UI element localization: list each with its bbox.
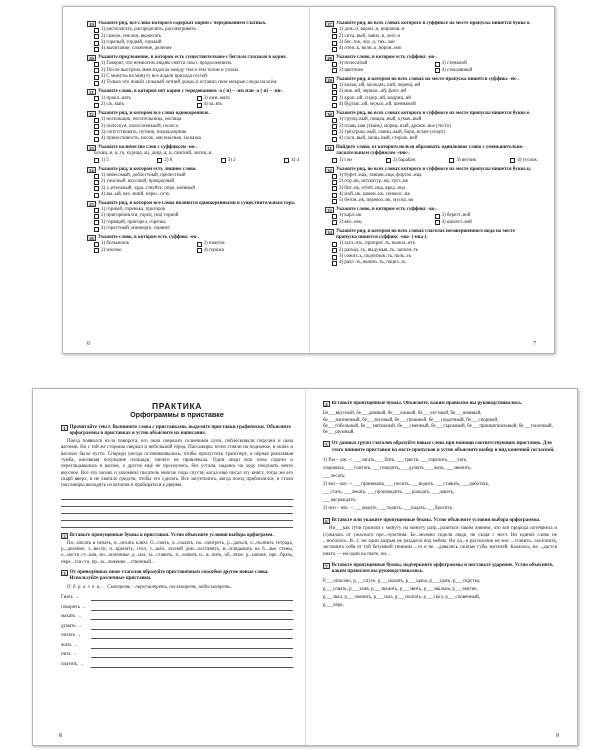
- answer-option[interactable]: [435, 220, 538, 226]
- task-22: [87, 111, 299, 142]
- task-text: По...писать в печать, н...искать ключ. О...снять, о...сылать, по...смотреть, р...даться, о...полнить тетрадь, р...деление, з...вести, п...крепить, стол, с...шёл, лесной дом...поставить, в...зглядывать на б...лые стены, о...нести ст...кан, но...пиленные д...ски, за...ставить, п...ломить и...ж..пить, об...ятие, р...шение, пре...брать, пере...тся сто, пр...м...ложение ...ственный...: [61, 540, 293, 565]
- task-line: ___стать, ___лекать, ___производить, ___рождать, ___давать,: [323, 490, 455, 496]
- task-number: 20: [87, 55, 96, 61]
- task-number: 33: [325, 207, 334, 213]
- option-label: 3) ветчик: [456, 157, 477, 163]
- option-label: 2) молоко: [101, 247, 122, 253]
- task-question: Найдите слово, от которого нельзя образовать одинаковое слово с уменьшительно-ласкательным суффиксом -чик-.: [335, 145, 524, 157]
- verb-row[interactable]: говорить →: [61, 601, 293, 611]
- option-label: 3) сожит..ь, подчитыв..ть, поль..ть: [339, 253, 412, 259]
- answer-checkbox[interactable]: [94, 214, 99, 219]
- verb-list: [61, 592, 293, 668]
- answer-checkbox[interactable]: [332, 261, 337, 266]
- answer-checkbox[interactable]: [94, 28, 99, 33]
- task-number: 22: [87, 111, 96, 117]
- option-label: 4) горестный, минеорге, горянет: [101, 226, 171, 232]
- task-21: [87, 89, 299, 108]
- option-label: 5) бетон..ик, перевоз..ик, мусор..ик: [339, 198, 414, 204]
- task-line: очаровать, ___считать, ___говорить, ___думать, ___жать, ___звонить,: [323, 466, 472, 472]
- answer-checkbox[interactable]: [94, 118, 99, 123]
- option-label: 2) вёл..нец: [339, 219, 362, 225]
- task-number: 29: [325, 77, 334, 83]
- answer-checkbox[interactable]: [94, 96, 99, 101]
- answer-option[interactable]: [332, 68, 435, 74]
- task-1: [61, 425, 293, 528]
- task-question: От данных групп глаголов образуйте новые слова при помощи соответствующих приставок. Для этого впишите приставки на месте пропусков и устно объясните выбор и вид конечной согласной.: [331, 441, 555, 453]
- verb-row[interactable]: пить →: [61, 649, 293, 659]
- verb-row[interactable]: жить →: [61, 639, 293, 649]
- option-label: 1) Говорят, что немногим людям снятся сны с продолжением.: [101, 61, 233, 67]
- task-question: Укажите ряд, в котором есть лишнее слово.: [97, 166, 197, 172]
- option-label: 4) разл..ть, вычип..ть, поцел..ть: [339, 260, 406, 266]
- answer-line[interactable]: [61, 493, 293, 500]
- task-32: [325, 167, 537, 205]
- option-label: 2) разъед..ть, выдумыв..ть, заполн..ть: [339, 247, 419, 253]
- option-label: 3) бит..ик, отчёт..ица, вред..ица: [339, 185, 405, 191]
- task-4: [323, 401, 557, 436]
- option-label: 1) загл..ить, приприт..ть, выпол..ить: [339, 241, 415, 247]
- option-label: 3) ижиток: [203, 241, 225, 247]
- task-question: Укажите ряд, в котором все слова являются однокоренными и существительным гора.: [97, 200, 296, 206]
- answer-option[interactable]: [94, 80, 299, 86]
- option-label: 1) бельмонок: [101, 241, 130, 247]
- answer-option[interactable]: [221, 158, 236, 164]
- answer-checkbox[interactable]: [332, 62, 337, 67]
- task-question: От приведённых ниже глаголов образуйте приставочным способом другие новые слова. Используйте различные приставки.: [69, 570, 269, 582]
- answer-checkbox[interactable]: [332, 193, 337, 198]
- verb-row[interactable]: Гнать →: [61, 592, 293, 602]
- answer-checkbox[interactable]: [332, 130, 337, 135]
- task-question: Вставьте пропущенные буквы в приставки. Устно объясните условия выбора орфограмм.: [69, 532, 274, 538]
- option-label: 1) грунц..вый, пищац..ный, кумач..вый: [339, 117, 422, 123]
- task-number: 3: [61, 570, 68, 576]
- answer-checkbox[interactable]: [332, 220, 337, 225]
- answer-option[interactable]: [332, 220, 435, 226]
- task-23: [87, 145, 299, 164]
- option-label: 3) стенамой: [441, 61, 467, 67]
- top-book-spread: [62, 6, 555, 354]
- answer-checkbox[interactable]: [332, 118, 337, 123]
- task-question: Укажите ряд, в котором во всех словах на месте пропуска пишется суффикс -ек-.: [335, 76, 519, 82]
- task-33: [325, 207, 537, 226]
- option-label: 1) носильщик, носительница, носища: [101, 117, 182, 123]
- task-line: 3) низ – нис –: ___водить, ___ходить, ___падать, ___бросить.: [323, 506, 454, 512]
- answer-checkbox[interactable]: [94, 130, 99, 135]
- task-question: Прочитайте текст. Выпишите слова с приставками, выделите приставки графически. Объясните орфограммы в приставках и устно объясните их написание.: [69, 424, 291, 436]
- answer-checkbox[interactable]: [157, 158, 162, 163]
- option-label: 1) буфет..ица, танцов..ица, форточ..ица: [339, 172, 422, 178]
- answer-option[interactable]: [94, 192, 299, 198]
- answer-checkbox[interactable]: [332, 255, 337, 260]
- task-7: [323, 563, 557, 611]
- answer-option[interactable]: [332, 158, 352, 164]
- task-line: 1) Раз – рас –: ___лагать, ___бить, ___трясти, ___горячить, ___тать,: [323, 458, 468, 464]
- option-label: 4) шелест..вой: [441, 219, 472, 225]
- task-25: [87, 201, 299, 232]
- answer-checkbox[interactable]: [332, 41, 337, 46]
- answer-checkbox[interactable]: [332, 124, 337, 129]
- task-line: бе___жизненный, бе___звучный, бе___грешный, бе___сердечный, бе___спорный,: [323, 417, 499, 423]
- task-31: [325, 145, 537, 164]
- answer-checkbox[interactable]: [94, 34, 99, 39]
- option-label: 2) 8: [164, 157, 173, 163]
- task-19: [87, 21, 299, 52]
- sample-text: Смотреть – пересмотреть, посмотреть, недосмотреть.: [107, 584, 232, 590]
- task-number: 31: [325, 145, 334, 151]
- task-question: Укажите ряд, в котором все слова однокоренные.: [97, 110, 210, 116]
- option-label: 1) невесомый, доблестный, прелестный: [101, 172, 186, 178]
- answer-checkbox[interactable]: [94, 103, 99, 108]
- answer-option[interactable]: [94, 158, 109, 164]
- answer-checkbox[interactable]: [94, 242, 99, 247]
- answer-option[interactable]: [435, 68, 538, 74]
- option-label: 4) Только что пошёл сильный летний дождь и оставил свои мокрые следы на всём.: [101, 80, 278, 86]
- task-24: [87, 167, 299, 198]
- answer-checkbox[interactable]: [94, 158, 99, 163]
- answer-line[interactable]: [61, 514, 293, 521]
- sample-label: О б р а з е ц.: [67, 584, 102, 590]
- answer-option[interactable]: [94, 226, 299, 232]
- task-line: Р___описано, р___спуск, р___сказать, р___здача, р___здать, р___скрутка,: [323, 579, 481, 585]
- task-number: 19: [87, 21, 96, 27]
- answer-option[interactable]: [94, 46, 299, 52]
- answer-checkbox[interactable]: [197, 248, 202, 253]
- answer-checkbox[interactable]: [197, 103, 202, 108]
- option-label: 3) кроп..ий, сидер..ий, мадриц..ий: [339, 95, 411, 101]
- task-27: [325, 21, 537, 52]
- task-line: 2) воз – вос –: ___принимать, ___носить, ___водить, ___ставить, ___работать,: [323, 482, 490, 488]
- option-label: 3) трёхгрош..вый, свинц..вый, борц..вские (спорт): [339, 129, 446, 135]
- answer-checkbox[interactable]: [94, 186, 99, 191]
- task-number: 2: [61, 533, 68, 539]
- task-line: р___совать, р___злив, р___звалить, р___звить, р___звальна, р___звитие,: [323, 587, 478, 593]
- page-7-content: [325, 21, 537, 339]
- task-question: Укажите ряд, в котором во всех словах глаголах несовершенного вида на месте пропуска пишется суффикс -ева- (-ива-).: [335, 228, 516, 241]
- task-number: 34: [325, 229, 334, 235]
- spread-gutter: [309, 7, 310, 353]
- task-number: 6: [323, 518, 330, 524]
- option-label: 2) полоскун, полосатенький, полоса: [101, 123, 178, 129]
- task-question: Вставьте пропущенные буквы, подчеркните орфограммы и поставьте ударение. Устно объясните, каким правилом вы руководствовались.: [331, 562, 554, 575]
- answer-line[interactable]: [61, 507, 293, 514]
- option-label: 4) вы..ый, вес..нний, перес..ость: [101, 191, 170, 197]
- page-8-content: [61, 395, 293, 731]
- task-text: Ни___как тучи грозили с минуту на минуту разр...разиться таким ливнем, что вся природа потемнела и (с)жалась от ужасного пре...чувствия. Бе...молвно сидели люди, не сходя с мест. Ни единое слово не ...носилось. В...т, ни один разрыв не раздался под небом. Ни од...н рассказчик не мог ...ставить...заслонить, заслонить себя от той безумной тишины ...то и не ...давались сжатые губы жителей. Казалось, не ...дастся никто — ни один на свете, ни...: [323, 526, 557, 557]
- option-label: 3) берест..вой: [441, 213, 471, 219]
- answer-checkbox[interactable]: [332, 28, 337, 33]
- page-number-8: 8: [59, 733, 62, 739]
- answer-option[interactable]: [332, 46, 537, 52]
- verb-row[interactable]: читать →: [61, 630, 293, 640]
- answer-option[interactable]: [94, 102, 197, 108]
- answer-checkbox[interactable]: [435, 68, 440, 73]
- option-label: 4) вычитание, сложение, деление: [101, 46, 172, 52]
- answer-checkbox[interactable]: [332, 84, 337, 89]
- option-label: 4) 4: [291, 157, 299, 163]
- answer-checkbox[interactable]: [94, 174, 99, 179]
- answer-checkbox[interactable]: [332, 242, 337, 247]
- section-title: ПРАКТИКА: [152, 401, 202, 411]
- task-5: [323, 441, 557, 513]
- page-number-7: 7: [533, 341, 536, 347]
- answer-checkbox[interactable]: [197, 242, 202, 247]
- task-number: 28: [325, 55, 334, 61]
- answer-checkbox[interactable]: [94, 227, 99, 232]
- answer-checkbox[interactable]: [94, 248, 99, 253]
- option-label: 1) горный, горенька, пригорок: [101, 207, 166, 213]
- task-question: Укажите ряд, во всех словах которого в суффиксе на месте пропуска пишется буква е.: [335, 110, 531, 116]
- option-label: 1) прокл..нать: [101, 95, 131, 101]
- task-question: Укажите слово, в котором есть суффикс -ов-.: [335, 55, 438, 61]
- option-label: 4) будтык..ий, мужск..ий, шеннамой: [339, 101, 416, 107]
- option-label: 4) приносчивость, носок, мясоносная, засказка: [101, 136, 201, 142]
- answer-checkbox[interactable]: [94, 208, 99, 213]
- answer-checkbox[interactable]: [332, 180, 337, 185]
- answer-checkbox[interactable]: [94, 124, 99, 129]
- task-text: Поезд появился из-за поворота, его окна сверкали солнечным лучи, поблёскивали поручни и окна вагонов. Но с той же стороны сверкал и небольшой город. Пассажиры тесно стояли на подножке, в окнах и вагонах было пусто. Спереди поезда останавливались, чтобы пропустить транспорт, а чёрная рекламная тумба, висевшая посредине площади, ничего не привлекала. Одни люди всю ночь сидели и переглядывались в вагоне, а другие ещё не проснулись, без устали, надеясь на ходу покушать нечто вкусное. Все это заснял и запомнил писатель многие годы спустя, когда ещё писал эту книгу, тогда же его скарб вверх, и не хватало средств, чтобы это сделать. Все засуетились, когда поезд приблизился, и стали пассажиры выходить из вагонов и пробираться к дверям.: [61, 439, 293, 489]
- option-label: 3) у..ительный, здра..ствуйте, опре..елённый: [101, 185, 196, 191]
- option-label: 3) С минуты на минуту все ждали прихода гостей.: [101, 74, 209, 80]
- answer-checkbox[interactable]: [94, 220, 99, 225]
- task-number: 30: [325, 111, 334, 117]
- answer-option[interactable]: [94, 136, 299, 142]
- section-subtitle: Орфограммы в приставке: [130, 410, 224, 420]
- option-label: 3) бег..ток, лис..ч, тик..лан: [339, 39, 395, 45]
- answer-option[interactable]: [510, 158, 537, 164]
- option-label: 4) стеклянный: [441, 67, 473, 73]
- option-label: 4) мой..ик, камен..ик, сенокос..ик: [339, 191, 410, 197]
- answer-checkbox[interactable]: [221, 158, 226, 163]
- task-30: [325, 111, 537, 142]
- verb-row[interactable]: думать →: [61, 620, 293, 630]
- task-question: Вставьте пропущенные буквы. Объясните, каким правилом вы руководствовались.: [331, 401, 523, 406]
- option-label: 3) ожи..мать: [203, 95, 230, 101]
- task-number: 25: [87, 201, 96, 207]
- task-20: [87, 55, 299, 86]
- answer-checkbox[interactable]: [284, 158, 289, 163]
- option-label: 2) сж..мать: [101, 101, 125, 107]
- option-label: 4) уголок: [517, 157, 537, 163]
- page-9-content: [323, 401, 557, 731]
- option-label: 4) горожа: [203, 247, 224, 253]
- answer-line[interactable]: [61, 521, 293, 528]
- answer-option[interactable]: [94, 248, 197, 254]
- answer-checkbox[interactable]: [332, 47, 337, 52]
- answer-option[interactable]: [332, 198, 537, 204]
- answer-checkbox[interactable]: [332, 199, 337, 204]
- answer-checkbox[interactable]: [94, 137, 99, 142]
- answer-checkbox[interactable]: [510, 158, 515, 163]
- task-line: бе___гибельный, бе___мятежный, бе___сменный, бе___скромный, бе___принципиальный, бе___полезный, бе___шумный.: [323, 423, 553, 436]
- answer-checkbox[interactable]: [435, 62, 440, 67]
- task-number: 4: [323, 401, 330, 407]
- task-number: 26: [87, 235, 96, 241]
- task-question: Укажите ряд, во всех словах которого в суффиксе на месте пропуска пишется буква о.: [335, 21, 531, 26]
- task-question: Укажите количество слов с суффиксом -ов-.: [97, 145, 197, 151]
- option-label: 1) карл..ик: [339, 213, 362, 219]
- task-29: [325, 77, 537, 108]
- task-line: Бе___вкусный, бе___домный, бе___лазный, бе___честный, бе___шовный,: [323, 411, 482, 417]
- option-label: 1) дож..н, ворон..н, широков..н: [339, 27, 405, 33]
- answer-line[interactable]: [61, 500, 293, 507]
- option-label: 1) располагать, распределять, рассматривать: [101, 27, 196, 33]
- answer-option[interactable]: [386, 158, 415, 164]
- page-number-6: 6: [87, 341, 90, 347]
- answer-option[interactable]: [332, 136, 537, 142]
- answer-checkbox[interactable]: [332, 90, 337, 95]
- option-label: 3) 2: [227, 157, 236, 163]
- task-2: [61, 533, 293, 566]
- option-label: 4) птен..к, волн..к, ворон..нок: [339, 46, 402, 52]
- task-question: Укажите ряд, во всех словах которого в суффиксе на месте пропуска пишется буква ц.: [335, 166, 532, 172]
- answer-option[interactable]: [197, 248, 300, 254]
- task-28: [325, 55, 537, 74]
- option-label: 1) сон: [339, 157, 352, 163]
- answer-checkbox[interactable]: [332, 34, 337, 39]
- answer-option[interactable]: [449, 158, 476, 164]
- answer-option[interactable]: [332, 102, 537, 108]
- option-label: 4) сосн..вый, хвощ..вый, сторож..вой: [339, 136, 418, 142]
- task-34: [325, 229, 537, 267]
- option-label: 1) полосатый: [339, 61, 368, 67]
- task-number: 24: [87, 167, 96, 173]
- answer-checkbox[interactable]: [332, 96, 337, 101]
- option-label: 2) ужасный, вкусный, прекрасный: [101, 179, 175, 185]
- task-number: 1: [61, 425, 68, 431]
- option-label: 3) горящий, пригорел, горечка: [101, 219, 166, 225]
- option-label: 3) горелый, гордый, горький: [101, 39, 162, 45]
- task-question: Укажите слово, в котором нет корня с чередованием -а (-я) – -им или -а (-я) – -ин-.: [97, 89, 284, 95]
- task-question: Укажите ряд, все слова которого содержат корни с чередованием гласных.: [97, 21, 267, 26]
- option-label: 2) После выстрела змея издохла между тем и тем телом и уплыл.: [101, 67, 240, 73]
- task-question: Укажите слово, в котором есть суффикс -ов-.: [97, 235, 200, 241]
- option-label: 2) ник..ий, черныс..ий, флот..ий: [339, 89, 407, 95]
- answer-checkbox[interactable]: [332, 158, 337, 163]
- task-6: [323, 518, 557, 558]
- option-label: 2) цветочек: [339, 67, 364, 73]
- answer-checkbox[interactable]: [94, 41, 99, 46]
- spread-gutter: [305, 389, 306, 745]
- option-label: 2) ситц..вый, завих..н, жит..н: [339, 33, 401, 39]
- answer-checkbox[interactable]: [332, 248, 337, 253]
- verb-row[interactable]: платить →: [61, 658, 293, 668]
- task-number: 27: [325, 21, 334, 27]
- answer-checkbox[interactable]: [435, 214, 440, 219]
- answer-option[interactable]: [332, 260, 537, 266]
- verb-row[interactable]: махать →: [61, 611, 293, 621]
- page-6-content: [87, 21, 299, 339]
- task-number: 32: [325, 167, 334, 173]
- option-label: 2) отр..як, штукатур..ик, груз..ик: [339, 179, 409, 185]
- option-label: 2) барабан: [392, 157, 416, 163]
- answer-checkbox[interactable]: [435, 220, 440, 225]
- answer-checkbox[interactable]: [332, 137, 337, 142]
- option-label: 2) пригорюнился, горец, (на) горной: [101, 213, 179, 219]
- answer-checkbox[interactable]: [386, 158, 391, 163]
- answer-checkbox[interactable]: [94, 62, 99, 67]
- answer-checkbox[interactable]: [94, 193, 99, 198]
- task-number: 5: [323, 441, 330, 447]
- option-label: 3) сопутствовать, путник, поднадзорник: [101, 129, 187, 135]
- option-label: 2) скачок, поклон, выжигать: [101, 33, 162, 39]
- answer-checkbox[interactable]: [332, 186, 337, 191]
- option-label: 1) 5: [101, 157, 109, 163]
- answer-option[interactable]: [197, 102, 300, 108]
- option-label: 4) за..ять: [203, 101, 223, 107]
- answer-checkbox[interactable]: [332, 68, 337, 73]
- task-line: р___звал, р___звонить, р___сказ, р___скопать, р___скол, р___сповенный,: [323, 595, 480, 601]
- task-number: 7: [323, 563, 330, 569]
- task-line: ___награждать;: [323, 498, 357, 504]
- task-line: р___чёрк.: [323, 603, 344, 609]
- task-number: 23: [87, 145, 96, 151]
- bottom-book-spread: [32, 388, 578, 746]
- answer-checkbox[interactable]: [332, 174, 337, 179]
- answer-checkbox[interactable]: [94, 68, 99, 73]
- answer-checkbox[interactable]: [94, 75, 99, 80]
- task-question: Укажите предложение, в котором есть существительное с беглым гласным в корне.: [97, 55, 287, 61]
- task-question: Вставьте или укажите пропущенные буквы. Устно объясните условия выбора орфограммы.: [331, 518, 541, 524]
- answer-option[interactable]: [284, 158, 299, 164]
- task-question: Укажите слово, в котором есть суффикс -ак-.: [335, 207, 438, 213]
- answer-checkbox[interactable]: [94, 81, 99, 86]
- task-number: 21: [87, 89, 96, 95]
- answer-checkbox[interactable]: [449, 158, 454, 163]
- task-3: [61, 570, 293, 668]
- answer-checkbox[interactable]: [197, 96, 202, 101]
- option-label: 1) кальц..ий, молодец..кий, перекц..ий: [339, 83, 421, 89]
- task-line: ___чесать;: [323, 474, 346, 480]
- option-label: 2) плащ..ная (ткань), моряц..ный, дрожж..вое (тесто): [339, 123, 451, 129]
- task-26: [87, 235, 299, 254]
- answer-checkbox[interactable]: [332, 103, 337, 108]
- answer-checkbox[interactable]: [94, 180, 99, 185]
- task-line: Букиц..н, ц..га, курица, ац, дица, я, ц..ганский, лисиц..н.: [94, 151, 213, 157]
- page-number-9: 9: [556, 733, 559, 739]
- answer-lines: [61, 493, 293, 528]
- answer-checkbox[interactable]: [94, 47, 99, 52]
- answer-checkbox[interactable]: [332, 214, 337, 219]
- answer-option[interactable]: [157, 158, 172, 164]
